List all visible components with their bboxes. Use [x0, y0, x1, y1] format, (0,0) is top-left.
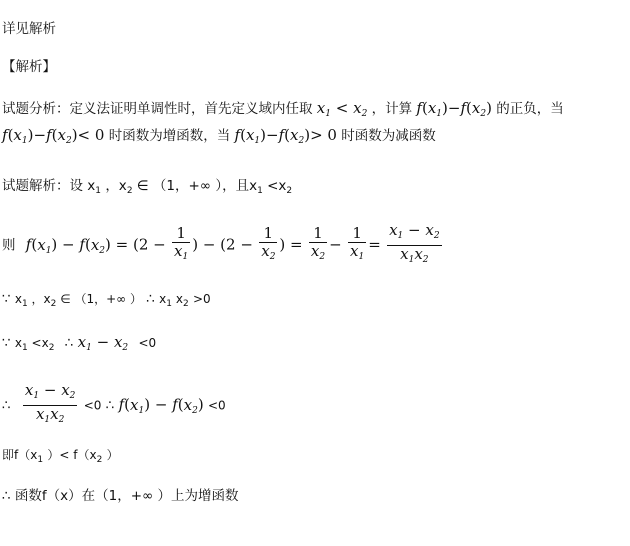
section-label: 【解析】 — [2, 59, 56, 75]
math-diff-lt0: f — [2, 126, 8, 144]
therefore-line: ∴ $\frac{x_1 - x_2}{x_1x_2}$ <0 ∴ $f(x_1) - f(x_2) <0$ — [2, 381, 226, 425]
conclusion-line: ∴ 函数f（x）在（1，+∞ ）上为增函数 — [2, 488, 239, 504]
math-diff: f — [416, 99, 422, 117]
math-diff-gt0: f — [234, 126, 241, 144]
analysis-text-2: ，计算 — [371, 101, 413, 117]
since-line-1: ∵ $x_1$ ，$x_2$ ∈ （1，+∞ ） ∴ $x_1$ $x_2 >0$ — [2, 291, 211, 309]
analysis-label: 试题分析： — [2, 101, 70, 117]
solution-label: 试题解析： — [2, 178, 70, 194]
ie-line: 即$f(x_1$ ）< $f(x_2$ ） — [2, 448, 119, 465]
analysis-text-3: 的正负，当 — [496, 101, 564, 117]
analysis-line-2: $f(x_1)-f(x_2)< 0$ 时函数为增函数，当 $f(x_1)-f(x_2)> 0$ 时函数为减函数 — [2, 126, 436, 146]
since-line-2: ∵ $x_1 <x_2$ ∴ $x_1 - x_2 <0$ — [2, 333, 157, 353]
analysis-text-5: 时函数为减函数 — [341, 128, 436, 144]
analysis-text-1: 定义法证明单调性时，首先定义域内任取 — [69, 101, 313, 117]
analysis-text-4: 时函数为增函数，当 — [108, 128, 231, 144]
solution-line: 试题解析：设 $x_1$ ，$x_2$ ∈ （1，+∞ ），且$x_1 <x_2$ — [2, 178, 293, 196]
analysis-line-1: 试题分析：定义法证明单调性时，首先定义域内任取 $x_1 < x_2$ ，计算 $f(x_1)-f(x_2)$ 的正负，当 — [2, 99, 564, 119]
math-x1-lt-x2: $x_1 < x_2$ — [316, 99, 368, 119]
heading: 详见解析 — [2, 21, 56, 37]
then-equation: 则 $f(x_1) - f(x_2) = (2$ − $\frac{1}{x_1}$ ) − (2 − $\frac{1}{x_2}$ ) = $\frac{1}{x_2}$ − $\frac{1}{x_1}$ = $\frac{x_1 - x_2}{x_1x_2}$ — [2, 221, 440, 265]
